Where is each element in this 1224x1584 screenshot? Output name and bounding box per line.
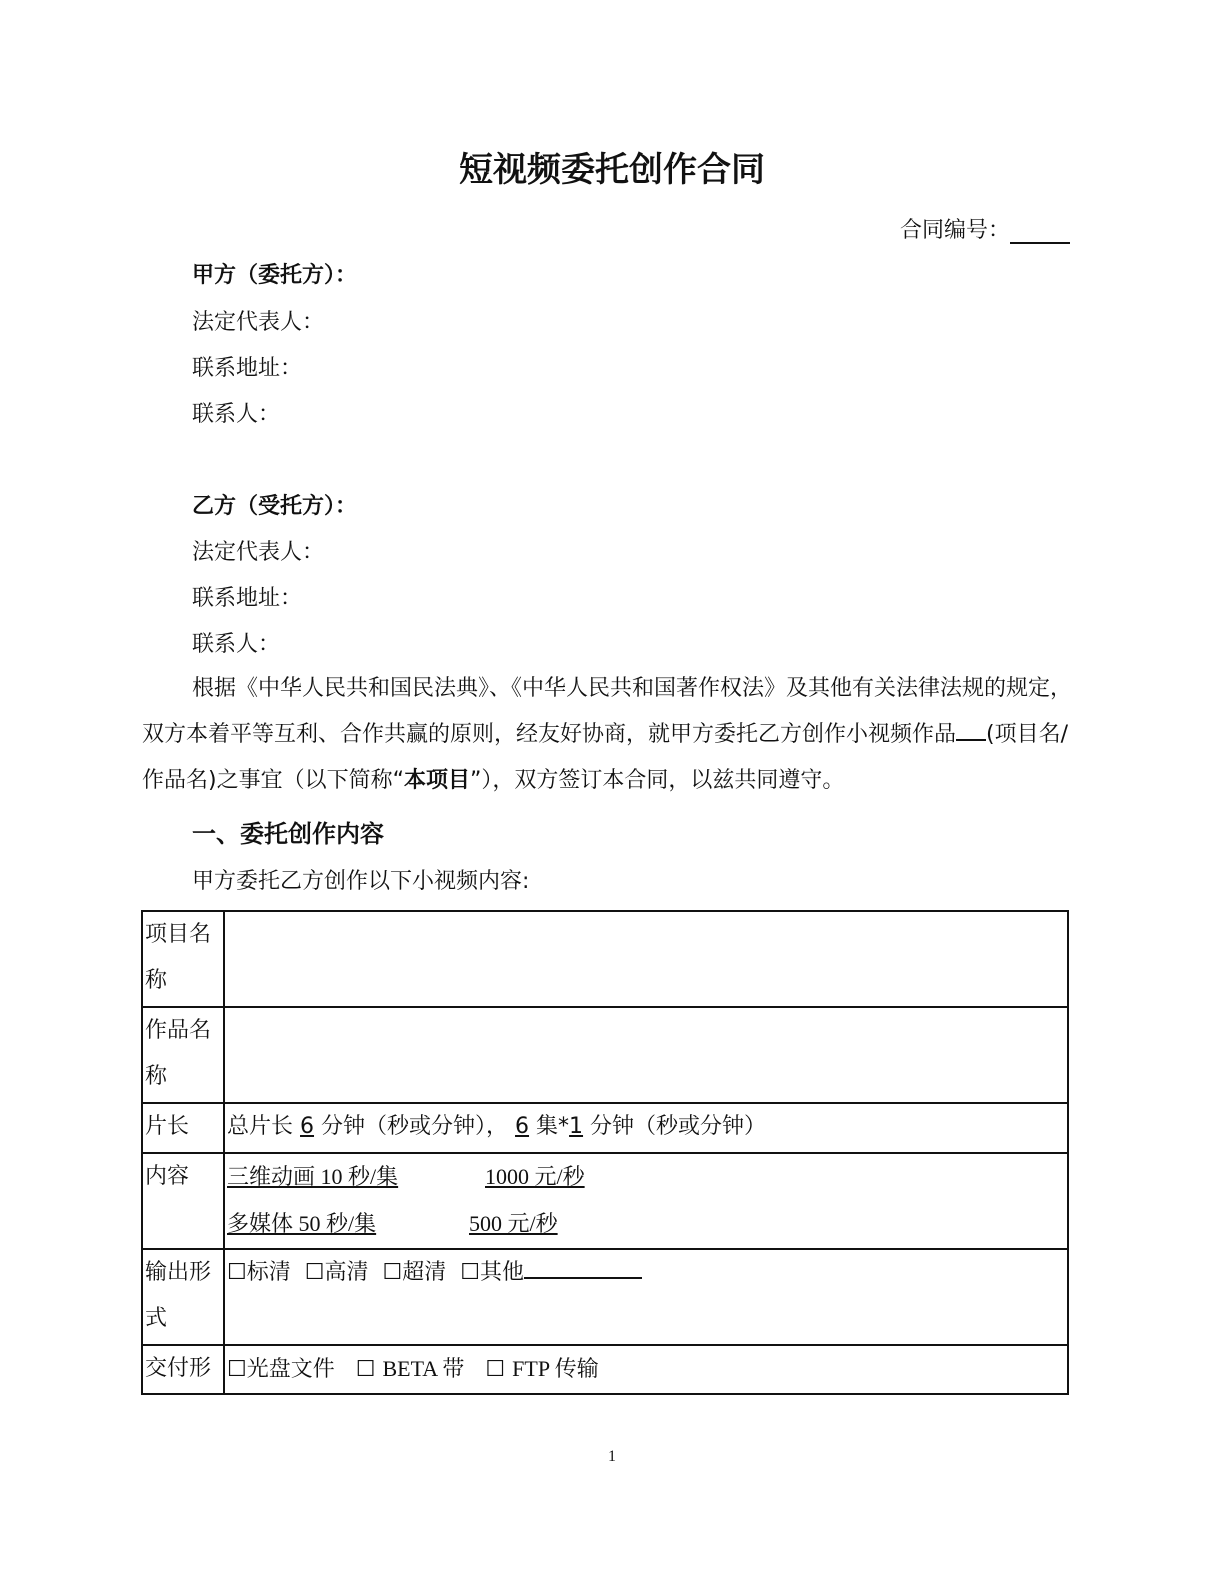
content-item: 三维动画 10 秒/集 [227, 1164, 399, 1189]
table-row [142, 1249, 1068, 1345]
project-name-label: 项目名称 [142, 911, 224, 1007]
section-intro: 甲方委托乙方创作以下小视频内容: [192, 869, 530, 894]
table-row [142, 1345, 1068, 1394]
document-title: 短视频委托创作合同 [459, 150, 765, 190]
total-length: 6 [300, 1114, 315, 1139]
delivery-label: 交付形 [142, 1345, 224, 1394]
party-a-rep: 法定代表人： [192, 310, 325, 335]
party-a-contact: 联系人： [192, 402, 281, 427]
checkbox[interactable]: ☐ [382, 1260, 403, 1285]
content-item: 多媒体 50 秒/集 [227, 1211, 377, 1236]
checkbox[interactable]: ☐ [227, 1357, 247, 1382]
table-row [142, 1103, 1068, 1153]
party-b-address: 联系地址： [192, 586, 303, 611]
length-text-2: 分钟（秒或分钟）， [321, 1114, 509, 1139]
length-label: 片长 [142, 1103, 224, 1153]
output-format-label: 输出形式 [142, 1249, 224, 1345]
length-text-1: 总片长 [227, 1114, 294, 1139]
table-row [142, 1007, 1068, 1103]
section-heading: 一、委托创作内容 [192, 820, 384, 848]
checkbox[interactable]: ☐ [355, 1357, 376, 1382]
length-value[interactable] [224, 1103, 1068, 1153]
preamble-part1: 根据《中华人民共和国民法典》、《中华人民共和国著作权法》及其他有关法律法规的规定，双方本着平等互利、合作共赢的原则，经友好协商，就甲方委托乙方创作小视频作品 [142, 676, 1073, 747]
page-number: 1 [608, 1448, 616, 1465]
work-name-label: 作品名称 [142, 1007, 224, 1103]
output-option: 其他 [479, 1260, 524, 1285]
delivery-value [224, 1345, 1068, 1394]
party-b-heading: 乙方（受托方）： [192, 494, 358, 519]
contract-number-label: 合同编号： [899, 218, 1010, 243]
checkbox[interactable]: ☐ [304, 1260, 325, 1285]
output-option: 超清 [402, 1260, 447, 1285]
preamble-blank[interactable] [956, 719, 986, 741]
length-text-3: 集* [536, 1114, 570, 1139]
checkbox[interactable]: ☐ [485, 1357, 506, 1382]
table-row [142, 911, 1068, 1007]
content-label: 内容 [142, 1153, 224, 1249]
delivery-option: BETA 带 [382, 1356, 465, 1381]
preamble-part3: ”），双方签订本合同，以兹共同遵守。 [470, 768, 845, 793]
content-value[interactable] [224, 1153, 1068, 1249]
delivery-option: 光盘文件 [246, 1357, 335, 1382]
episode-count: 6 [515, 1114, 530, 1139]
party-b-rep: 法定代表人： [192, 540, 325, 565]
content-price: 1000 元/秒 [485, 1164, 585, 1189]
preamble-emphasis: 本项目 [403, 768, 470, 793]
content-price: 500 元/秒 [469, 1211, 558, 1236]
project-name-value[interactable] [224, 911, 1068, 1007]
table-row [142, 1153, 1068, 1249]
party-a-heading: 甲方（委托方）： [192, 263, 358, 288]
party-a-address: 联系地址： [192, 356, 303, 381]
other-format-blank[interactable] [524, 1253, 642, 1279]
episode-length: 1 [569, 1114, 584, 1139]
work-name-value[interactable] [224, 1007, 1068, 1103]
contract-number-blank[interactable] [1010, 220, 1070, 244]
preamble-paragraph [142, 666, 1082, 804]
output-option: 标清 [246, 1260, 291, 1285]
checkbox[interactable]: ☐ [227, 1260, 247, 1285]
checkbox[interactable]: ☐ [460, 1260, 480, 1285]
delivery-option: FTP 传输 [512, 1356, 599, 1381]
length-text-4: 分钟（秒或分钟） [590, 1114, 767, 1139]
output-format-value [224, 1249, 1068, 1345]
contract-number [900, 213, 1070, 244]
party-b-contact: 联系人： [192, 632, 281, 657]
content-table [141, 910, 1069, 1395]
output-option: 高清 [324, 1260, 369, 1285]
preamble-part2: (项目名/作品名)之事宜（以下简称“ [142, 722, 1069, 793]
